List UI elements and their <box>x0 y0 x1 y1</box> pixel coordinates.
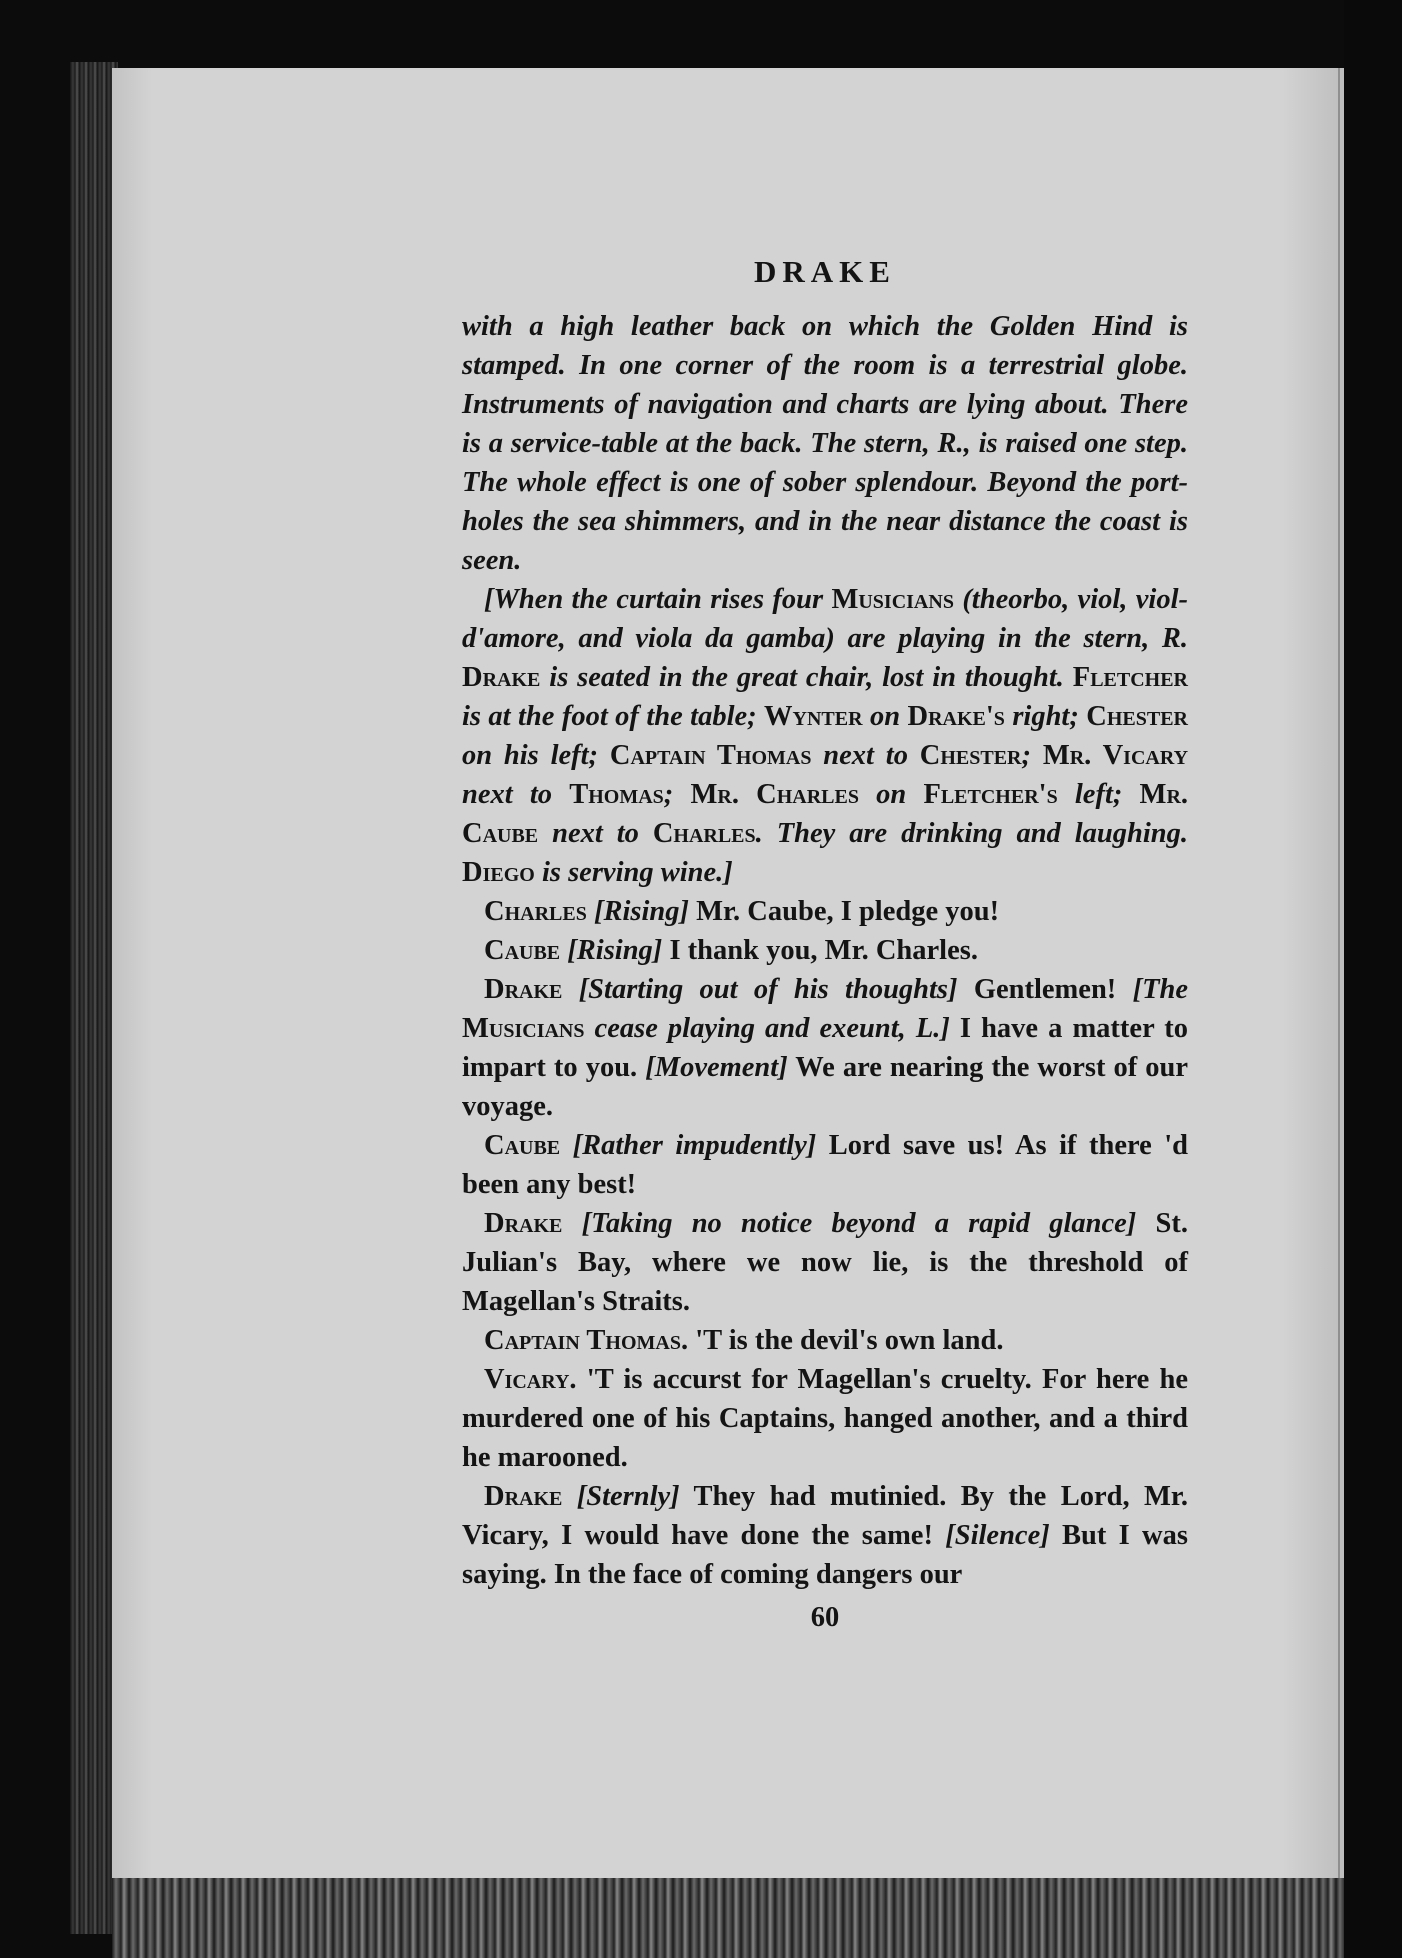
scan-dark-margin <box>1344 0 1402 1958</box>
character-name: Captain Thomas <box>609 740 812 771</box>
dialogue-text: 'T is accurst for Magellan's cruelty. For here he murdered one of his Captains, hanged another, and a third he marooned. <box>462 1364 1188 1473</box>
dialogue-text: St. Julian's Bay, where we now lie, is the threshold of Magellan's Straits. <box>462 1208 1189 1317</box>
speaker-name: Charles <box>484 896 587 927</box>
page-bottom-edge <box>112 1878 1344 1958</box>
speech-charles <box>462 892 1188 931</box>
page-number: 60 <box>810 1602 840 1633</box>
stage-direction-text: left; <box>1057 779 1140 810</box>
speech-captain-thomas <box>462 1321 1188 1360</box>
character-name: Mr. Caube <box>462 779 1189 849</box>
speaker-name: Caube <box>484 935 561 966</box>
speaker-name: Vicary. <box>484 1364 577 1395</box>
stage-direction-text: ; <box>663 779 691 810</box>
character-name: Mr. Vicary <box>1042 740 1189 771</box>
dialogue-text: Mr. Caube, I pledge you! <box>688 896 1000 927</box>
character-name: Musicians <box>831 584 954 615</box>
character-name: Fletcher's <box>923 779 1058 810</box>
character-name: Musicians <box>462 1013 585 1044</box>
stage-direction-text: . They are drinking and laughing. <box>755 818 1188 849</box>
speaker-name: Drake <box>484 1208 563 1239</box>
dialogue-text: They had mutinied. By the Lord, Mr. Vicary, I would have done the same! <box>462 1481 1189 1551</box>
dialogue-text: We are nearing the worst of our voyage. <box>462 1052 1189 1122</box>
stage-direction-text: on <box>862 701 908 732</box>
stage-direction-text: [When the curtain rises four <box>484 584 832 615</box>
character-name: Thomas <box>569 779 664 810</box>
speech-vicary <box>462 1360 1188 1477</box>
dialogue-text: Lord save us! As if there 'd been any best! <box>462 1130 1188 1200</box>
dialogue-text: But I was saying. In the face of coming dangers our <box>462 1520 1188 1590</box>
speech-drake <box>462 1204 1188 1321</box>
stage-direction-text: on his left; <box>462 740 610 771</box>
speech-caube <box>462 931 1188 970</box>
book-binding-edge <box>70 62 118 1934</box>
speaker-name: Drake <box>484 1481 563 1512</box>
dialogue-text: I have a matter to impart to you. <box>462 1013 1189 1083</box>
stage-direction-text: with a high leather back on which the Golden Hind is stamped. In one corner of the room is a terrestrial globe. Instruments of navigation and charts are lying about. There is a service-table at the back. The stern, R., is raised one step. The whole effect is one of sober splendour. Beyond the port-holes the sea shimmers, and in the near distance the coast is seen. <box>462 311 1188 576</box>
character-name: Charles <box>652 818 756 849</box>
stage-direction-inline: [Silence] <box>945 1520 1050 1551</box>
character-name: Mr. Charles <box>690 779 859 810</box>
page-gutter-fold <box>1338 68 1340 1878</box>
stage-direction-text: on <box>858 779 924 810</box>
stage-direction-text: next to <box>538 818 653 849</box>
speech-drake <box>462 970 1188 1126</box>
character-name: Fletcher <box>1072 662 1188 693</box>
dialogue-text: I thank you, Mr. Charles. <box>662 935 978 966</box>
stage-direction-inline: [Starting out of his thoughts] <box>578 974 958 1005</box>
dialogue-text: 'T is the devil's own land. <box>688 1325 1004 1356</box>
stage-direction-text: is at the foot of the table; <box>462 701 765 732</box>
stage-direction-inline: [Taking no notice beyond a rapid glance] <box>581 1208 1137 1239</box>
stage-direction-inline: [Sternly] <box>576 1481 680 1512</box>
speaker-name: Captain Thomas. <box>484 1325 689 1356</box>
stage-direction-text: next to <box>462 779 570 810</box>
stage-direction-setting <box>462 307 1188 580</box>
speech-drake <box>462 1477 1188 1594</box>
stage-direction-inline: [Rising] <box>593 896 689 927</box>
character-name: Drake's <box>907 701 1005 732</box>
stage-direction-inline: [Movement] <box>645 1052 788 1083</box>
character-name: Diego <box>462 857 535 888</box>
running-head: DRAKE <box>754 254 896 289</box>
character-name: Chester <box>919 740 1022 771</box>
stage-direction-curtain <box>462 580 1188 892</box>
character-name: Wynter <box>764 701 863 732</box>
stage-direction-inline: [The <box>1132 974 1188 1005</box>
stage-direction-inline: [Rising] <box>567 935 663 966</box>
page-text-block <box>462 252 1188 1637</box>
character-name: Drake <box>462 662 541 693</box>
stage-direction-text: is seated in the great chair, lost in thought. <box>540 662 1073 693</box>
speaker-name: Drake <box>484 974 563 1005</box>
stage-direction-text: right; <box>1004 701 1087 732</box>
stage-direction-inline: [Rather impudently] <box>572 1130 817 1161</box>
stage-direction-text: (theorbo, viol, viol-d'amore, and viola da gamba) are playing in the stern, R. <box>462 584 1188 654</box>
stage-direction-text: ; <box>1021 740 1043 771</box>
stage-direction-inline: cease playing and exeunt, L.] <box>584 1013 950 1044</box>
stage-direction-text: next to <box>811 740 920 771</box>
character-name: Chester <box>1086 701 1188 732</box>
stage-direction-text: is serving wine.] <box>534 857 733 888</box>
speech-caube <box>462 1126 1188 1204</box>
speaker-name: Caube <box>484 1130 561 1161</box>
dialogue-text: Gentlemen! <box>957 974 1133 1005</box>
